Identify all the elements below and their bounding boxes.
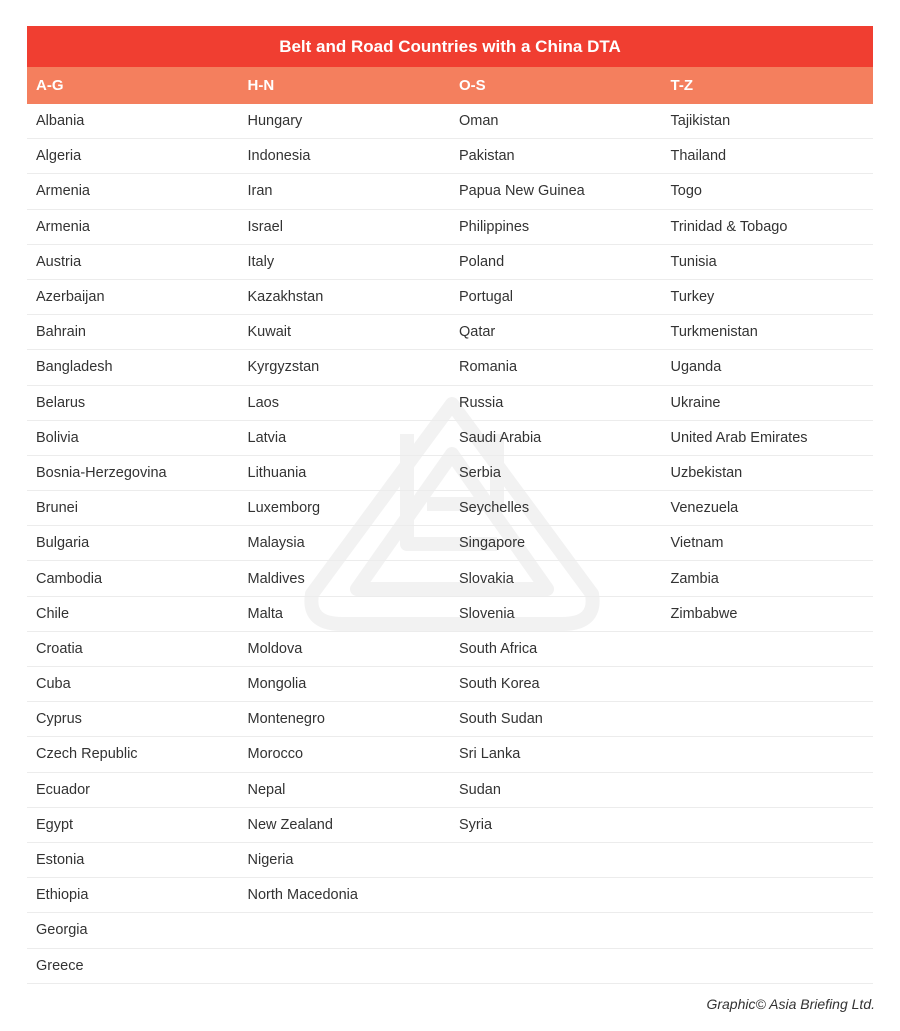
country-cell: Brunei xyxy=(36,500,78,517)
table-row xyxy=(27,597,873,632)
country-cell: Uzbekistan xyxy=(670,464,743,481)
country-cell xyxy=(450,843,662,877)
graphic-credit: Graphic© Asia Briefing Ltd. xyxy=(706,996,875,1012)
country-cell: Oman xyxy=(459,113,499,130)
country-cell: Latvia xyxy=(247,429,287,446)
country-cell: Tunisia xyxy=(670,253,717,270)
country-cell: United Arab Emirates xyxy=(670,429,808,446)
table-row xyxy=(27,210,873,245)
country-cell: Thailand xyxy=(670,148,727,165)
country-cell: Laos xyxy=(247,394,279,411)
country-cell: Belarus xyxy=(36,394,86,411)
country-cell xyxy=(450,878,662,912)
country-cell: Armenia xyxy=(36,183,90,200)
country-cell: South Sudan xyxy=(459,711,543,728)
country-cell: Albania xyxy=(36,113,85,130)
country-cell: Sri Lanka xyxy=(459,746,521,763)
country-cell: Luxemborg xyxy=(247,500,321,517)
table-row xyxy=(27,491,873,526)
country-cell: Portugal xyxy=(459,289,514,306)
country-cell: Greece xyxy=(36,957,84,974)
country-cell: Singapore xyxy=(459,535,526,552)
country-cell: Bahrain xyxy=(36,324,86,341)
country-cell: Malta xyxy=(247,605,283,622)
country-cell: Zimbabwe xyxy=(670,605,738,622)
country-cell: Italy xyxy=(247,253,275,270)
country-cell: Malaysia xyxy=(247,535,305,552)
country-cell: Serbia xyxy=(459,464,501,481)
country-cell: Papua New Guinea xyxy=(459,183,585,200)
table-row xyxy=(27,702,873,737)
country-cell: Armenia xyxy=(36,218,90,235)
country-cell: Venezuela xyxy=(670,500,739,517)
country-cell: Azerbaijan xyxy=(36,289,105,306)
table-row xyxy=(27,667,873,702)
country-cell xyxy=(662,843,874,877)
table-row xyxy=(27,245,873,280)
table-row xyxy=(27,913,873,948)
column-header-a-g: A-G xyxy=(36,77,64,94)
country-cell: Russia xyxy=(459,394,504,411)
country-cell: Chile xyxy=(36,605,70,622)
country-cell: Saudi Arabia xyxy=(459,429,542,446)
country-cell: Cyprus xyxy=(36,711,82,728)
table-row xyxy=(27,280,873,315)
country-cell xyxy=(239,949,451,983)
country-cell xyxy=(450,949,662,983)
country-cell xyxy=(662,808,874,842)
country-cell: South Korea xyxy=(459,676,540,693)
country-cell: Lithuania xyxy=(247,464,307,481)
column-header-row xyxy=(27,67,873,104)
country-cell: Indonesia xyxy=(247,148,311,165)
table-row xyxy=(27,808,873,843)
country-cell: Georgia xyxy=(36,922,88,939)
country-cell: Austria xyxy=(36,253,82,270)
column-header-o-s: O-S xyxy=(459,77,486,94)
table-row xyxy=(27,632,873,667)
country-cell: Cuba xyxy=(36,676,71,693)
dta-country-table xyxy=(27,26,873,984)
country-cell: Trinidad & Tobago xyxy=(670,218,788,235)
country-cell: Ethiopia xyxy=(36,887,89,904)
country-cell: Slovakia xyxy=(459,570,514,587)
table-row xyxy=(27,174,873,209)
country-cell xyxy=(662,949,874,983)
country-cell: Moldova xyxy=(247,640,303,657)
country-cell: North Macedonia xyxy=(247,887,358,904)
table-row xyxy=(27,843,873,878)
country-cell xyxy=(662,773,874,807)
country-cell: Turkmenistan xyxy=(670,324,758,341)
table-row xyxy=(27,139,873,174)
country-cell: Bangladesh xyxy=(36,359,113,376)
table-row xyxy=(27,949,873,984)
country-cell: Vietnam xyxy=(670,535,724,552)
country-cell: Israel xyxy=(247,218,283,235)
country-cell: Bosnia-Herzegovina xyxy=(36,464,167,481)
country-cell: Pakistan xyxy=(459,148,515,165)
table-title: Belt and Road Countries with a China DTA xyxy=(27,26,873,67)
country-cell: Maldives xyxy=(247,570,305,587)
country-cell: Kyrgyzstan xyxy=(247,359,320,376)
table-body xyxy=(27,104,873,984)
table-row xyxy=(27,386,873,421)
country-cell xyxy=(662,913,874,947)
country-cell xyxy=(239,913,451,947)
table-row xyxy=(27,561,873,596)
country-cell: Sudan xyxy=(459,781,501,798)
table-row xyxy=(27,878,873,913)
country-cell: Hungary xyxy=(247,113,303,130)
country-cell: Poland xyxy=(459,253,505,270)
country-cell: Qatar xyxy=(459,324,496,341)
country-cell: New Zealand xyxy=(247,816,333,833)
country-cell xyxy=(662,878,874,912)
country-cell: Croatia xyxy=(36,640,83,657)
country-cell: Algeria xyxy=(36,148,82,165)
country-cell: South Africa xyxy=(459,640,538,657)
country-cell: Estonia xyxy=(36,852,85,869)
table-row xyxy=(27,773,873,808)
country-cell: Kuwait xyxy=(247,324,292,341)
country-cell: Zambia xyxy=(670,570,719,587)
country-cell xyxy=(662,702,874,736)
country-cell: Nigeria xyxy=(247,852,294,869)
country-cell: Togo xyxy=(670,183,702,200)
table-row xyxy=(27,421,873,456)
table-row xyxy=(27,526,873,561)
country-cell xyxy=(662,737,874,771)
country-cell: Ecuador xyxy=(36,781,91,798)
table-row xyxy=(27,350,873,385)
column-header-h-n: H-N xyxy=(247,77,275,94)
country-cell xyxy=(450,913,662,947)
country-cell: Uganda xyxy=(670,359,722,376)
column-header-t-z: T-Z xyxy=(670,77,693,94)
country-cell: Bolivia xyxy=(36,429,79,446)
country-cell: Slovenia xyxy=(459,605,515,622)
table-row xyxy=(27,104,873,139)
country-cell: Seychelles xyxy=(459,500,530,517)
country-cell: Kazakhstan xyxy=(247,289,324,306)
table-row xyxy=(27,737,873,772)
table-row xyxy=(27,456,873,491)
country-cell: Bulgaria xyxy=(36,535,90,552)
country-cell: Philippines xyxy=(459,218,530,235)
country-cell: Montenegro xyxy=(247,711,325,728)
country-cell: Czech Republic xyxy=(36,746,138,763)
country-cell: Egypt xyxy=(36,816,74,833)
country-cell: Mongolia xyxy=(247,676,307,693)
country-cell: Turkey xyxy=(670,289,715,306)
country-cell: Romania xyxy=(459,359,518,376)
country-cell: Tajikistan xyxy=(670,113,731,130)
table-row xyxy=(27,315,873,350)
country-cell: Ukraine xyxy=(670,394,721,411)
country-cell: Nepal xyxy=(247,781,286,798)
country-cell: Iran xyxy=(247,183,273,200)
country-cell: Syria xyxy=(459,816,493,833)
country-cell: Cambodia xyxy=(36,570,103,587)
country-cell: Morocco xyxy=(247,746,304,763)
country-cell xyxy=(662,632,874,666)
country-cell xyxy=(662,667,874,701)
